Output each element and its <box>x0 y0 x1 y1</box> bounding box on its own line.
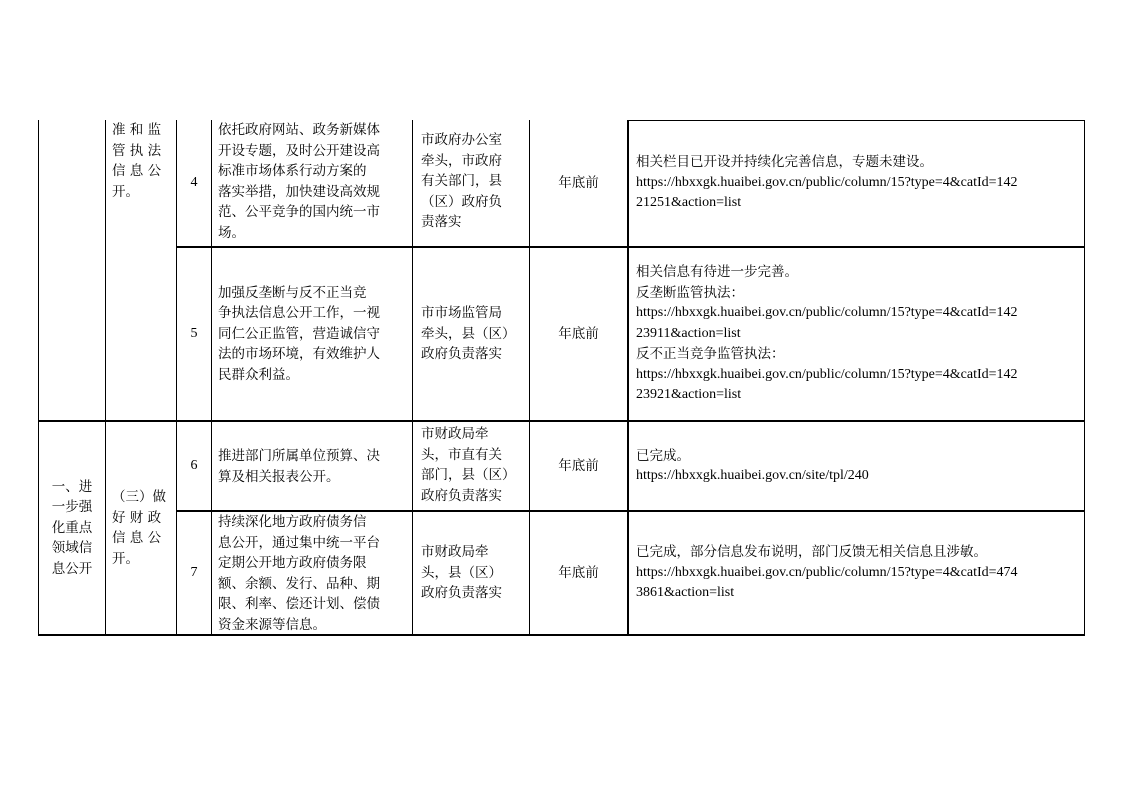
sub-category-a-line: 准 和 监 <box>112 122 162 138</box>
row-6-task <box>218 446 408 510</box>
row-4-number <box>177 120 211 246</box>
status-line: 已完成。 <box>636 447 690 464</box>
row-4-status <box>636 120 1082 246</box>
task-line: 算及相关报表公开。 <box>218 468 340 485</box>
dept-line: 有关部门，县 <box>421 173 502 189</box>
row-number: 6 <box>190 457 198 473</box>
dept-line: 市市场监管局 <box>421 305 502 322</box>
sub-category-cell-b <box>112 422 174 634</box>
dept-line: 头，市直有关 <box>421 446 502 463</box>
sub-category-a-line: 开。 <box>112 183 139 200</box>
task-line: 场。 <box>218 224 245 241</box>
status-line: 相关栏目已开设并持续化完善信息，专题未建设。 <box>636 154 933 171</box>
status-link[interactable]: https://hbxxgk.huaibei.gov.cn/public/column/15?type=4&catId=142 <box>636 366 1018 382</box>
row-6-number <box>177 422 211 510</box>
sub-category-b-line: （三）做 <box>112 489 166 505</box>
row-5-department <box>421 248 527 420</box>
table-border-right <box>1084 120 1085 636</box>
deadline-text: 年底前 <box>558 325 599 342</box>
task-line: 开设专题，及时公开建设高 <box>218 142 380 159</box>
category-cell <box>39 422 105 634</box>
row-4-task <box>218 120 408 246</box>
row-6-deadline <box>530 422 627 510</box>
row-4-deadline <box>530 120 627 246</box>
row-7-department <box>421 512 527 634</box>
status-line: 反垄断监管执法： <box>636 284 744 301</box>
dept-line: 部门，县（区） <box>421 467 516 483</box>
task-line: 争执法信息公开工作，一视 <box>218 305 380 322</box>
status-link[interactable]: https://hbxxgk.huaibei.gov.cn/site/tpl/240 <box>636 468 869 483</box>
dept-line: 政府负责落实 <box>421 487 502 504</box>
sub-category-cell-a <box>112 120 174 202</box>
deadline-text: 年底前 <box>558 564 599 581</box>
dept-line: 政府负责落实 <box>421 346 502 363</box>
row-6-status <box>636 422 1082 510</box>
task-line: 限、利率、偿还计划、偿债 <box>218 596 380 612</box>
status-line: 已完成，部分信息发布说明，部门反馈无相关信息且涉敏。 <box>636 544 987 561</box>
dept-line: 责落实 <box>421 214 462 230</box>
dept-line: 政府负责落实 <box>421 585 502 602</box>
row-7-number <box>177 512 211 634</box>
row-7-task <box>218 512 408 634</box>
dept-line: 市财政局牵 <box>421 426 489 442</box>
task-line: 资金来源等信息。 <box>218 616 326 633</box>
row-5-number <box>177 248 211 420</box>
sub-category-b-line: 开。 <box>112 550 139 567</box>
status-link[interactable]: https://hbxxgk.huaibei.gov.cn/public/column/15?type=4&catId=474 <box>636 564 1018 580</box>
status-link[interactable]: https://hbxxgk.huaibei.gov.cn/public/column/15?type=4&catId=142 <box>636 174 1018 190</box>
task-line: 民群众利益。 <box>218 366 299 383</box>
sub-category-b-line: 好 财 政 <box>112 509 162 526</box>
task-line: 推进部门所属单位预算、决 <box>218 448 380 464</box>
row-divider-bottom <box>38 634 1085 636</box>
task-line: 落实举措，加快建设高效规 <box>218 183 380 200</box>
dept-line: 市财政局牵 <box>421 544 489 561</box>
row-number: 5 <box>190 325 198 341</box>
status-link[interactable]: 23911&action=list <box>636 325 741 341</box>
deadline-text: 年底前 <box>558 174 599 191</box>
status-line: 反不正当竞争监管执法： <box>636 346 785 363</box>
task-line: 法的市场环境，有效维护人 <box>218 346 380 363</box>
col-divider-3 <box>211 120 212 636</box>
task-line: 加强反垄断与反不正当竞 <box>218 284 367 301</box>
row-5-deadline <box>530 248 627 420</box>
sub-category-a-line: 信 息 公 <box>112 163 162 179</box>
status-link[interactable]: https://hbxxgk.huaibei.gov.cn/public/column/15?type=4&catId=142 <box>636 305 1018 321</box>
status-link[interactable]: 3861&action=list <box>636 585 735 601</box>
col-divider-7 <box>628 120 629 636</box>
status-line: 相关信息有待进一步完善。 <box>636 264 798 281</box>
dept-line: 市政府办公室 <box>421 132 502 148</box>
status-link[interactable]: 21251&action=list <box>636 195 742 211</box>
row-6-department <box>421 424 527 510</box>
category-line: 一、进 <box>51 478 93 495</box>
task-line: 息公开，通过集中统一平台 <box>218 534 380 551</box>
row-number: 4 <box>190 174 198 190</box>
row-7-status <box>636 512 1082 634</box>
row-7-deadline <box>530 512 627 634</box>
task-line: 同仁公正监管，营造诚信守 <box>218 325 380 342</box>
col-divider-1 <box>105 120 106 636</box>
task-line: 额、余额、发行、品种、期 <box>218 575 380 592</box>
task-line: 定期公开地方政府债务限 <box>218 555 367 571</box>
category-line: 息公开 <box>51 560 93 577</box>
row-4-department <box>421 130 527 246</box>
task-line: 范、公平竞争的国内统一市 <box>218 204 380 220</box>
sub-category-a-line: 管 执 法 <box>112 142 162 159</box>
row-5-status <box>636 248 1082 420</box>
row-number: 7 <box>190 564 198 580</box>
row-5-task <box>218 248 408 420</box>
progress-table <box>38 120 1086 636</box>
deadline-text: 年底前 <box>558 457 599 474</box>
task-line: 依托政府网站、政务新媒体 <box>218 122 380 138</box>
dept-line: 头，县（区） <box>421 564 502 581</box>
dept-line: 牵头，市政府 <box>421 152 502 169</box>
category-line: 领域信 <box>51 540 93 557</box>
sub-category-b-line: 信 息 公 <box>112 530 162 546</box>
category-line: 一步强 <box>51 499 93 516</box>
col-divider-4 <box>412 120 413 636</box>
category-line: 化重点 <box>51 519 93 536</box>
dept-line: （区）政府负 <box>421 193 502 210</box>
dept-line: 牵头，县（区） <box>421 325 516 342</box>
task-line: 标准市场体系行动方案的 <box>218 163 367 179</box>
task-line: 持续深化地方政府债务信 <box>218 514 367 530</box>
status-link[interactable]: 23921&action=list <box>636 387 742 403</box>
